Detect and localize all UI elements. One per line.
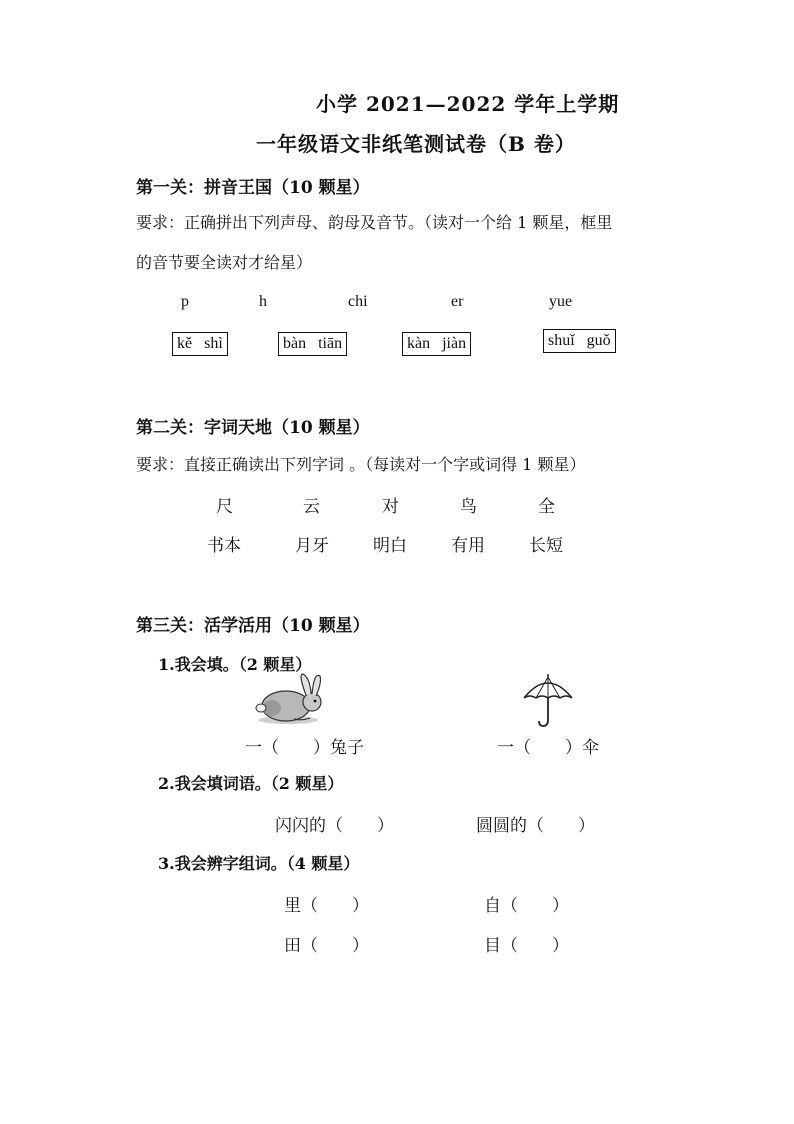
pinyin-letter: yue (549, 293, 573, 310)
section1-heading: 第一关：拼音王国（10 颗星） (136, 178, 370, 198)
umbrella-icon (522, 674, 574, 728)
pinyin-letter: h (259, 293, 267, 310)
word-group-zi: 自（ ） (484, 896, 569, 916)
pinyin-letter: er (451, 293, 464, 310)
question2-label: 2.我会填词语。（2 颗星） (158, 774, 344, 793)
fill-word-shanshan: 闪闪的（ ） (275, 816, 394, 836)
rabbit-icon (254, 672, 332, 726)
section2-heading: 第二关：字词天地（10 颗星） (136, 418, 370, 438)
section3-heading: 第三关：活学活用（10 颗星） (136, 616, 370, 636)
fill-word-yuanyuan: 圆圆的（ ） (476, 816, 595, 836)
chinese-word: 书本 (207, 536, 241, 556)
pinyin-syllable-box: kàn jiàn (402, 332, 471, 356)
pinyin-letter: chi (348, 293, 368, 310)
chinese-word: 长短 (529, 536, 563, 556)
chinese-word: 月牙 (295, 536, 329, 556)
section1-requirement-line2: 的音节要全读对才给星） (136, 253, 313, 272)
chinese-word: 有用 (451, 536, 485, 556)
section2-requirement: 要求：直接正确读出下列字词 。（每读对一个字或词得 1 颗星） (136, 455, 586, 474)
fill-item-rabbit: 一（ ）兔子 (245, 738, 364, 758)
page-title-line2: 一年级语文非纸笔测试卷（B 卷） (256, 132, 576, 156)
section1-requirement-line1: 要求：正确拼出下列声母、韵母及音节。（读对一个给 1 颗星，框里 (136, 213, 613, 232)
chinese-character: 尺 (216, 497, 233, 517)
pinyin-syllable-box: kě shì (172, 332, 228, 356)
question3-label: 3.我会辨字组词。（4 颗星） (158, 854, 360, 873)
chinese-character: 鸟 (460, 497, 477, 517)
word-group-li: 里（ ） (284, 896, 369, 916)
chinese-character: 全 (538, 497, 555, 517)
fill-item-umbrella: 一（ ）伞 (497, 738, 599, 758)
chinese-character: 云 (303, 497, 320, 517)
pinyin-letter: p (181, 293, 189, 310)
word-group-tian: 田（ ） (284, 936, 369, 956)
word-group-mu: 目（ ） (484, 936, 569, 956)
pinyin-syllable-box: bàn tiān (278, 332, 347, 356)
question1-label: 1.我会填。（2 颗星） (158, 655, 312, 674)
chinese-word: 明白 (373, 536, 407, 556)
chinese-character: 对 (382, 497, 399, 517)
page-title-line1: 小学 2021—2022 学年上学期 (316, 92, 620, 116)
pinyin-syllable-box: shuǐ guǒ (543, 329, 616, 353)
